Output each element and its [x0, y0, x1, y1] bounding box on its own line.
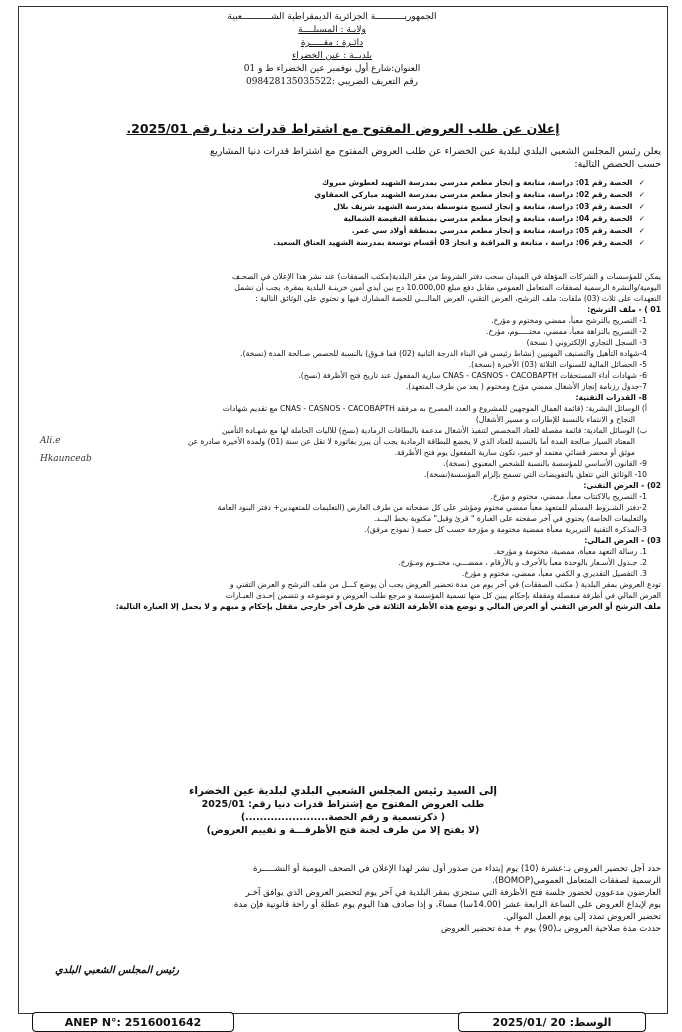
section-heading: 8- القدرات التقنية: [575, 393, 647, 402]
lots-list [209, 177, 645, 249]
body-line: 1- التصريح بالاكتتاب معبأ، ممضي، مختوم و مؤرخ. [490, 492, 647, 501]
chair-signature: رئيس المجلس الشعبي البلدي [55, 965, 180, 976]
body-line: 5- الحصائل المالية للسنوات الثلاثة (03) الأخيرة (نسخة). [468, 360, 647, 369]
body-line: العرض المالي في أظرفة منفصلة ومقفلة بإحكام يبين كل منها تسمية المؤسسة و مرجع طلب العروض و موضوعه و تتضمن إحـدى العبـارات [225, 591, 661, 600]
handwritten-note: Hkaunceab [40, 454, 92, 464]
body-line: اليومية/والنشرة الرسمية لصفقات المتعامل العمومي مقابل دفع مبلغ 10.000,00 دج بين أيدي أمين خزينـة البلدية بمقرة، يجب أن تشمل [234, 283, 661, 292]
intro-line: حسب الحصص التالية: [574, 159, 661, 170]
body-line: موثق أو محضر قضائي معتمد أو خبير، تكون سارية المفعول يوم فتح الأظرفة. [394, 448, 635, 457]
republic-line: الجمهوريـــــــــــة الجزائرية الديمقراطية الشـــــــــــعبية [227, 12, 437, 22]
wasat-date-box [458, 1012, 646, 1032]
commune-line: بلديــة : عين الخضراء [292, 51, 372, 61]
body-line: 6- شهادات أداء المستحقات CNAS - CASNOS - CACOBAPTH سارية المفعول عند تاريخ فتح الأظرفة (نسخ). [298, 371, 647, 380]
announcement-title: إعلان عن طلب العروض المفتوح مع اشتراط قدرات دنيا رقم 2025/01. [126, 121, 560, 136]
check-icon: ✓ [638, 202, 645, 211]
check-icon: ✓ [638, 190, 645, 199]
body-line: 7-جدول رزنامة إنجاز الأشغال ممضي مؤرخ ومختوم ( يعد من طرف المتعهد). [405, 382, 647, 391]
body-line: 4-شهادة التأهيل والتصنيف المهنيين (نشاط رئيسي في البناء الدرجة الثانية (02) فما فـوق) بالنسبة للحصص صـالحة المدة (نسخة). [240, 349, 647, 358]
tax-id-line: رقم التعريف الضريبي :098428135035522 [246, 77, 418, 87]
envelope-lot: ( ذكرتسمية و رقم الحصة.......................) [240, 812, 446, 823]
address-line: العنوان:شارع أول نوفمبر عين الخضراء ط و 01 [243, 64, 421, 74]
body-line: التعهدات على ثلاث (03) ملفات: ملف الترشح، العرض التقني، العرض المالـــي للحصة المشارك فيها و تحتوي على الوثائق التالية : [255, 294, 661, 303]
handwritten-note: Ali.e [40, 436, 61, 446]
check-icon: ✓ [638, 214, 645, 223]
body-line: 9- القانون الأساسي للمؤسسة بالنسبة للشخص المعنوي (نسخة). [443, 459, 647, 468]
section-heading: 01 ) - ملف الترشح: [587, 305, 661, 314]
announcement-page [18, 6, 668, 1014]
wilaya-line: ولايـة : المسيلــــة [298, 25, 366, 35]
body-line: 3. التفصيل التقديري و الكمي معبأ، ممضي، مختوم و مؤرخ. [461, 569, 647, 578]
anep-number-box: ANEP N°: 2516001642 [32, 1012, 234, 1032]
body-line: 3-المذكرة التقنية التبريرية معبأة ممضية مختومة و مؤرخة حسب كل حصة ( نموذج مرفق). [364, 525, 647, 534]
closing-line: العارضون مدعوون لحضور جلسة فتح الأظرفة التي ستجري بمقر البلدية في آخر يوم لتحضير العروض الذي يوافق آخـر [245, 888, 661, 898]
daira-line: دائـرة : مقـــــرة [300, 38, 364, 48]
body-line: تودع العروض بمقر البلدية ( مكتب الصفقات) في آخر يوم من مدة تحضير العروض يجب أن يوضع كـــل من ملف الترشح و العرض التقني و [230, 580, 661, 589]
list-item: ✓ الحصة رقم 05: دراسة، متابعة و إنجاز مطعم مدرسي بمنطقة أولاد سي عمر. [351, 226, 645, 235]
conditions-body [25, 271, 661, 612]
closing-line: تحضير العروض تمدد إلى يوم العمل الموالي. [503, 912, 661, 922]
closing-line: حدد أجل تحضير العروض بـ:عشرة (10) يوم إبتداء من صدور أول نشر لهذا الإعلان في الصحف اليومية أو النشـــــرة [253, 864, 661, 874]
body-line: 10- الوثائق التي تتعلق بالتفويضات التي تسمح بإلزام المؤسسة(نسخة). [424, 470, 647, 479]
envelope-address [19, 785, 667, 837]
body-line: 1- التصريح بالترشح معبأ، ممضي ومختوم و مؤرخ. [491, 316, 647, 325]
section-heading: 03) - العرض المالي: [584, 536, 661, 545]
body-line: ملف الترشح أو العرض التقني أو العرض المالي و توضع هذه الأظرفة الثلاثة في ظرف آخر خارجي مقفل بإحكام و مبهم و لا يحمل إلا العبارة التالية: [115, 602, 661, 611]
body-line: 2- التصريح بالنزاهة معبأ، ممضي، مختـــــوم، مؤرخ. [485, 327, 647, 336]
body-line: والتعليمات الخاصة) يحتوي في آخر صفحته على العبارة " قرئ وقبل" مكتوبة بخط اليــد. [373, 514, 647, 523]
body-line: ب) الوسائل المادية: قائمة مفصلة للعتاد المخصص لتنفيذ الأشغال مدعمة بالبطاقات الرمادية (نسخ) للآليات الحاملة لها مع شهـادة التأمين [221, 426, 647, 435]
handwritten-notes [40, 432, 92, 468]
body-line: النجاح و الانتماء بالنسبة للإطارات و مسير الأشغال) [475, 415, 635, 424]
body-line: 1. رسالة التعهد معبأة، ممضية، مختومة و مؤرخة. [493, 547, 647, 556]
body-line: أ) الوسائل البشرية: (قائمة العمال الموجهين للمشروع و العدد المصرح به مرفقة CNAS - CASNOS - CACOBAPTH مع تقديم شهادات [222, 404, 647, 413]
letterhead [167, 11, 497, 89]
body-line: 2-دفتر الشـروط المسلم للمتعهد معبأ ممضي مختوم ومؤشر على كل صفحاته من طرف العارض (التعليمات للمتعهدين+ دفتر البنود العامة [217, 503, 647, 512]
body-line: 3- السجل التجاري الإلكتروني ( نسخة) [526, 338, 647, 347]
body-line: المعتاد السيار صالحة المدة أما بالنسبة للعتاد الذي لا يخضع للبطاقة الرمادية يجب أن يبرر بفاتورة لا تقل عن سنة (01) ولمدة الأخيرة صادرة عن [187, 437, 635, 446]
wasat-date: 2025/01/ 20 [492, 1015, 566, 1029]
closing-line: حددت مدة صلاحية العروض بـ(90) يوم + مدة تحضير العروض [441, 924, 661, 934]
list-item: ✓ الحصة رقم 01: دراسة، متابعة و إنجاز مطعم مدرسي بمدرسة الشهيد لعطوش مبروك [322, 178, 645, 187]
list-item: ✓ الحصة رقم 04: دراسة، متابعة و إنجاز مطعم مدرسي بمنطقة النفيضة الشمالية [343, 214, 645, 223]
envelope-notice: (لا يفتح إلا من طرف لجنة فتح الأظرفـــة و تقييم العروض) [206, 825, 480, 836]
check-icon: ✓ [638, 226, 645, 235]
closing-line: يوم لإيداع العروض على الساعة الرابعة عشر (14.00سا) مساءً، و إذا صادف هذا اليوم يوم عطلة أو راحة قانونية فإن مدة [233, 900, 661, 910]
list-item: ✓ الحصة رقم 02: دراسة، متابعة و إنجاز مطعم مدرسي بمدرسة الشهيد مباركي العمقاوي [314, 190, 645, 199]
list-item: ✓ الحصة رقم 06: دراسة ، متابعة و المراقبة و انجاز 03 أقسام توسعة بمدرسة الشهيد العناق السعيد. [273, 238, 645, 247]
intro-text [25, 145, 661, 171]
addressee: إلى السيد رئيس المجلس الشعبي البلدي لبلدية عين الخضراء [189, 785, 497, 797]
envelope-subject: طلب العروض المفتوح مع إشتراط قدرات دنيا رقم: 2025/01 [201, 799, 485, 810]
check-icon: ✓ [638, 238, 645, 247]
body-line: يمكن للمؤسسات و الشركات المؤهلة في الميدان سحب دفتر الشروط من مقر البلدية(مكتب الصفقات) عند نشر هذا الإعلان في الصحـف [231, 272, 661, 281]
check-icon: ✓ [638, 178, 645, 187]
wasat-label: الوسط: [569, 1015, 612, 1029]
closing-text [25, 863, 661, 935]
body-line: 2. جـدول الأسـعار بالوحدة معبأ بالأحرف و بالأرقام ، ممضـــي، مختــوم ومـؤرخ. [398, 558, 647, 567]
intro-line: يعلن رئيس المجلس الشعبي البلدي لبلدية عين الخضراء عن طلب العروض المفتوح مع اشتراط قدرات دنيا المشاريع [210, 146, 661, 157]
list-item: ✓ الحصة رقم 03: دراسة، متابعة و إنجاز لتسيج متوسطة بمدرسة الشهيد شريف بلال [333, 202, 645, 211]
closing-line: الرسمية لصفقات المتعامل العمومي(BOMOP). [492, 876, 661, 886]
section-heading: 02) - العرض التقني: [583, 481, 661, 490]
